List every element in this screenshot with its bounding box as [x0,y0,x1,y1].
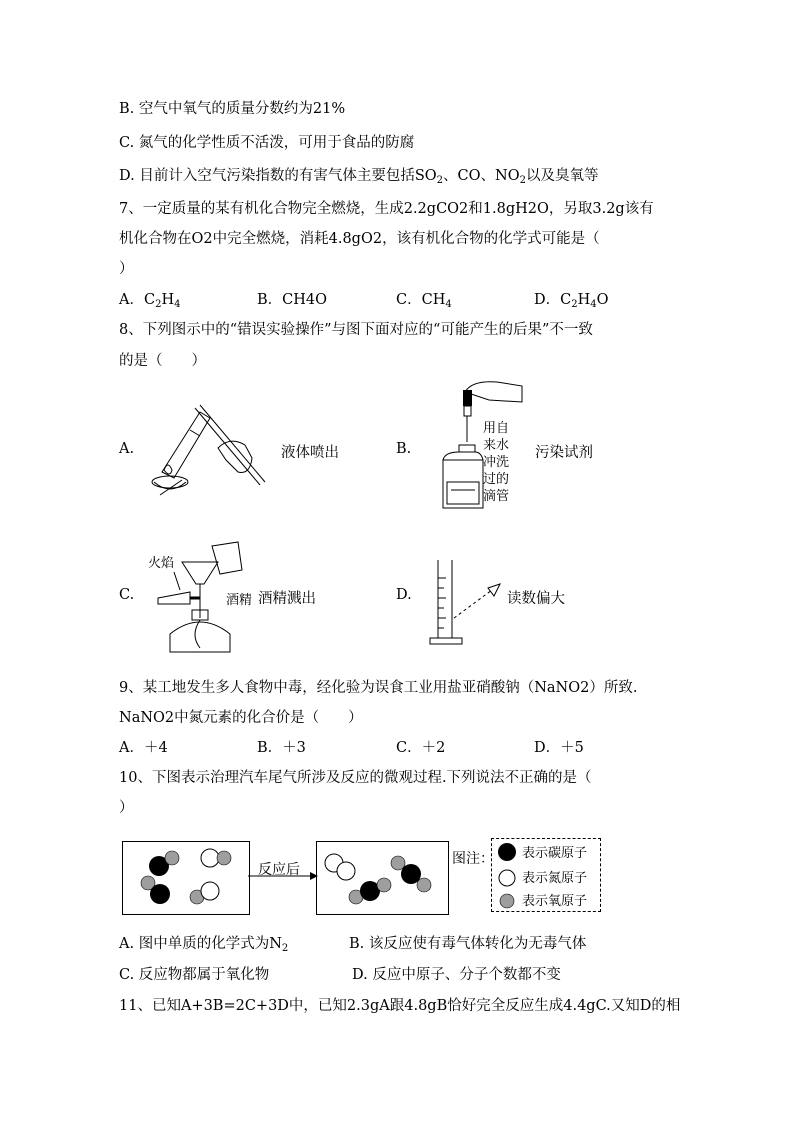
legend-carbon: 表示碳原子 [522,846,588,861]
q10-option-b: B. 该反应使有毒气体转化为无毒气体 [349,936,587,952]
legend-title: 图注： [452,851,494,867]
q10-text-line2: ） [119,800,134,816]
q10-option-d: D. 反应中原子、分子个数都不变 [352,967,561,983]
option-d-text-2: 、CO、NO [443,168,520,184]
legend-oxygen: 表示氧原子 [522,894,588,909]
q8-c-alcohol-label: 酒精 [226,593,253,608]
legend-swatches [497,841,517,911]
alcohol-lamp-illustration [150,540,260,660]
q7-option-d: D．$C_2H_4O$ [534,292,609,310]
option-d-line [119,166,598,186]
product-molecules [316,841,449,915]
q9-option-d: D．＋5 [534,740,584,756]
q9-option-a: A．＋4 [119,740,168,756]
subscript: 2 [519,175,526,186]
dropper-bottle-illustration [437,380,527,515]
q8-d-letter: D. [396,587,412,603]
q7-option-a: A．$C_2H_4$ [119,292,181,310]
option-c-line: C. 氮气的化学性质不活泼，可用于食品的防腐 [119,135,415,151]
q8-c-letter: C. [119,587,135,603]
reaction-arrow-label: 反应后 [258,862,300,878]
q8-b-letter: B. [396,441,412,457]
q7-text-line3: ） [119,261,134,277]
q7-text-line1: 7、一定质量的某有机化合物完全燃烧，生成2.2gCO2和1.8gH2O，另取3.2g该有 [119,201,654,217]
q10-option-a: A. 图中单质的化学式为$N_2$ [119,936,289,954]
q8-a-letter: A. [119,441,135,457]
q7-option-c: C．$CH_4$ [396,292,452,310]
q8-b-note: 用自 来水 冲洗 过的 滴管 [483,421,510,504]
option-d-text-3: 以及臭氧等 [525,168,599,184]
q8-text-line2: 的是（ ） [119,353,206,369]
q8-text-line1: 8、下列图示中的“错误实验操作”与图下面对应的“可能产生的后果”不一致 [119,322,593,338]
graduated-cylinder-illustration [420,558,510,648]
q8-c-caption: 酒精溅出 [258,591,316,607]
reactant-molecules [122,841,250,915]
q10-option-c: C. 反应物都属于氧化物 [119,967,270,983]
q9-option-c: C．＋2 [396,740,446,756]
option-b-line: B. 空气中氧气的质量分数约为21% [119,101,346,117]
q7-text-line2: 机化合物在O2中完全燃烧，消耗4.8gO2，该有机化合物的化学式可能是（ [119,231,600,247]
heating-test-tube-illustration [140,400,270,500]
q10-text-line1: 10、下图表示治理汽车尾气所涉及反应的微观过程.下列说法不正确的是（ [119,770,592,786]
q8-a-caption: 液体喷出 [281,445,339,461]
q8-b-caption: 污染试剂 [535,445,593,461]
option-d-text-1: D. 目前计入空气污染指数的有害气体主要包括SO [119,168,437,184]
q8-c-flame-label: 火焰 [148,556,175,571]
q9-option-b: B．＋3 [257,740,306,756]
subscript: 2 [436,175,444,186]
q8-d-caption: 读数偏大 [507,591,565,607]
q9-text-line1: 9、某工地发生多人食物中毒，经化验为误食工业用盐亚硝酸钠（NaNO2）所致. [119,680,638,696]
q11-text-line1: 11、已知A+3B=2C+3D中，已知2.3gA跟4.8gB恰好完全反应生成4.4gC.又知D的相 [119,998,681,1014]
q7-option-b: B．CH4O [257,292,328,308]
q9-text-line2: NaNO2中氮元素的化合价是（ ） [119,710,363,726]
legend-nitrogen: 表示氮原子 [522,871,588,886]
